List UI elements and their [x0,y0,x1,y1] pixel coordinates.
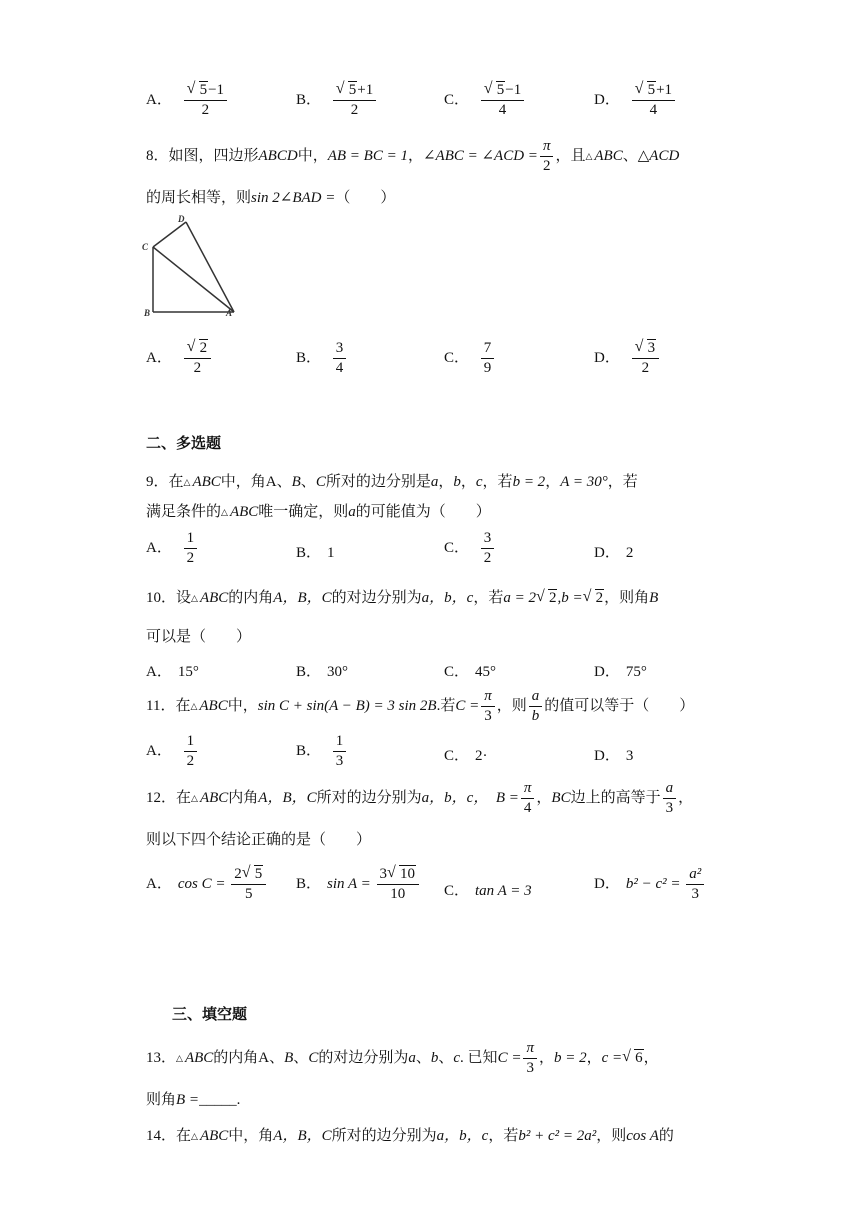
q10-option-a[interactable]: A． 15° [146,664,199,680]
q8-option-d[interactable]: D． √ $\frac{3}{2}$ [594,340,661,378]
q9-option-d[interactable]: D． 2 [594,545,634,561]
q9-line1: 9．在△ ABC中，角A、B、C所对的边分别是a，b，c，若b = 2，A = 30°，若 [146,474,638,490]
q11-option-b[interactable]: B． $\frac{1}{3}$ [296,733,348,771]
q12-option-b[interactable]: B． sin A = $\frac{3√ 10}{10}$ [296,866,421,904]
edge-cd [153,222,186,247]
q10-option-d[interactable]: D． 75° [594,664,647,680]
q11-option-a[interactable]: A． $\frac{1}{2}$ [146,733,199,771]
answer-blank[interactable]: _____ [199,1092,237,1108]
label-d: D [178,214,185,224]
q9-option-a[interactable]: A． $\frac{1}{2}$ [146,530,199,568]
q9-option-b[interactable]: B． 1 [296,545,335,561]
q9-line2: 满足条件的△ ABC唯一确定，则a的可能值为（ ） [146,504,491,520]
q7-option-d[interactable]: D． √ $\frac{5+1}{4}$ [594,82,677,120]
q14-line: 14．在△ ABC中，角A，B，C所对的边分别为a，b，c，若b² + c² = 2a²，则cos A的 [146,1128,674,1144]
q12-option-c[interactable]: C． tan A = 3 [444,883,532,899]
q8-option-b[interactable]: B． $\frac{3}{4}$ [296,340,348,378]
q7-option-c[interactable]: C． √ $\frac{5-1}{4}$ [444,82,526,120]
q13-line2: 则角B =_____. [146,1092,241,1108]
q10-line1: 10．设△ ABC的内角A，B，C的对边分别为a，b，c，若a = 2√ 2,b =√ 2，则角B [146,586,658,607]
q8-option-c[interactable]: C． $\frac{7}{9}$ [444,340,496,378]
q11-option-c[interactable]: C． 2· [444,748,488,764]
q11-line: 11．在△ ABC中，sin C + sin(A − B) = 3 sin 2B.若C = $\frac{\pi}{3}$ ，则 $\frac{a}{b}$ 的值可以等于（ ） [146,688,695,725]
q12-option-d[interactable]: D． b² − c² = $\frac{\text{a²}}{3}$ [594,866,706,904]
label-b: B [144,308,151,318]
q8-line1: 8．如图，四边形ABCD中，AB = BC = 1，∠ABC = ∠ACD = $\frac{\pi}{2}$ ，且△ ABC、△ACD [146,138,680,175]
q11-option-d[interactable]: D． 3 [594,748,634,764]
q10-line2: 可以是（ ） [146,629,252,645]
q12-line1: 12．在△ ABC内角A，B，C所对的边分别为a，b，c， B = $\frac{\pi}{4}$ ，BC边上的高等于 $\frac{a}{3}$ ， [146,780,694,817]
q12-option-a[interactable]: A． cos C = $\frac{2√ 5}{5}$ [146,866,268,904]
q7-option-a[interactable]: A． √ $\frac{5-1}{2}$ [146,82,229,120]
q7-option-b[interactable]: B． √ $\frac{5+1}{2}$ [296,82,378,120]
q9-option-c[interactable]: C． $\frac{3}{2}$ [444,530,496,568]
q12-line2: 则以下四个结论正确的是（ ） [146,832,372,848]
section-heading-fill: 三、填空题 [172,1007,248,1023]
q8-line2: 的周长相等，则sin 2∠BAD =（ ） [146,190,396,206]
q13-line1: 13．△ ABC的内角A、B、C的对边分别为a、b、c. 已知C = $\frac{\pi}{3}$ ，b = 2，c =√ 6， [146,1040,659,1078]
edge-ca [153,247,234,312]
label-a: A [226,308,233,318]
edge-da [186,222,234,312]
section-heading-multi: 二、多选题 [146,436,222,452]
quadrilateral-figure [140,212,240,322]
q10-option-c[interactable]: C． 45° [444,664,497,680]
label-c: C [142,242,149,252]
q10-option-b[interactable]: B． 30° [296,664,349,680]
q8-option-a[interactable]: A． √ $\frac{2}{2}$ [146,340,213,378]
